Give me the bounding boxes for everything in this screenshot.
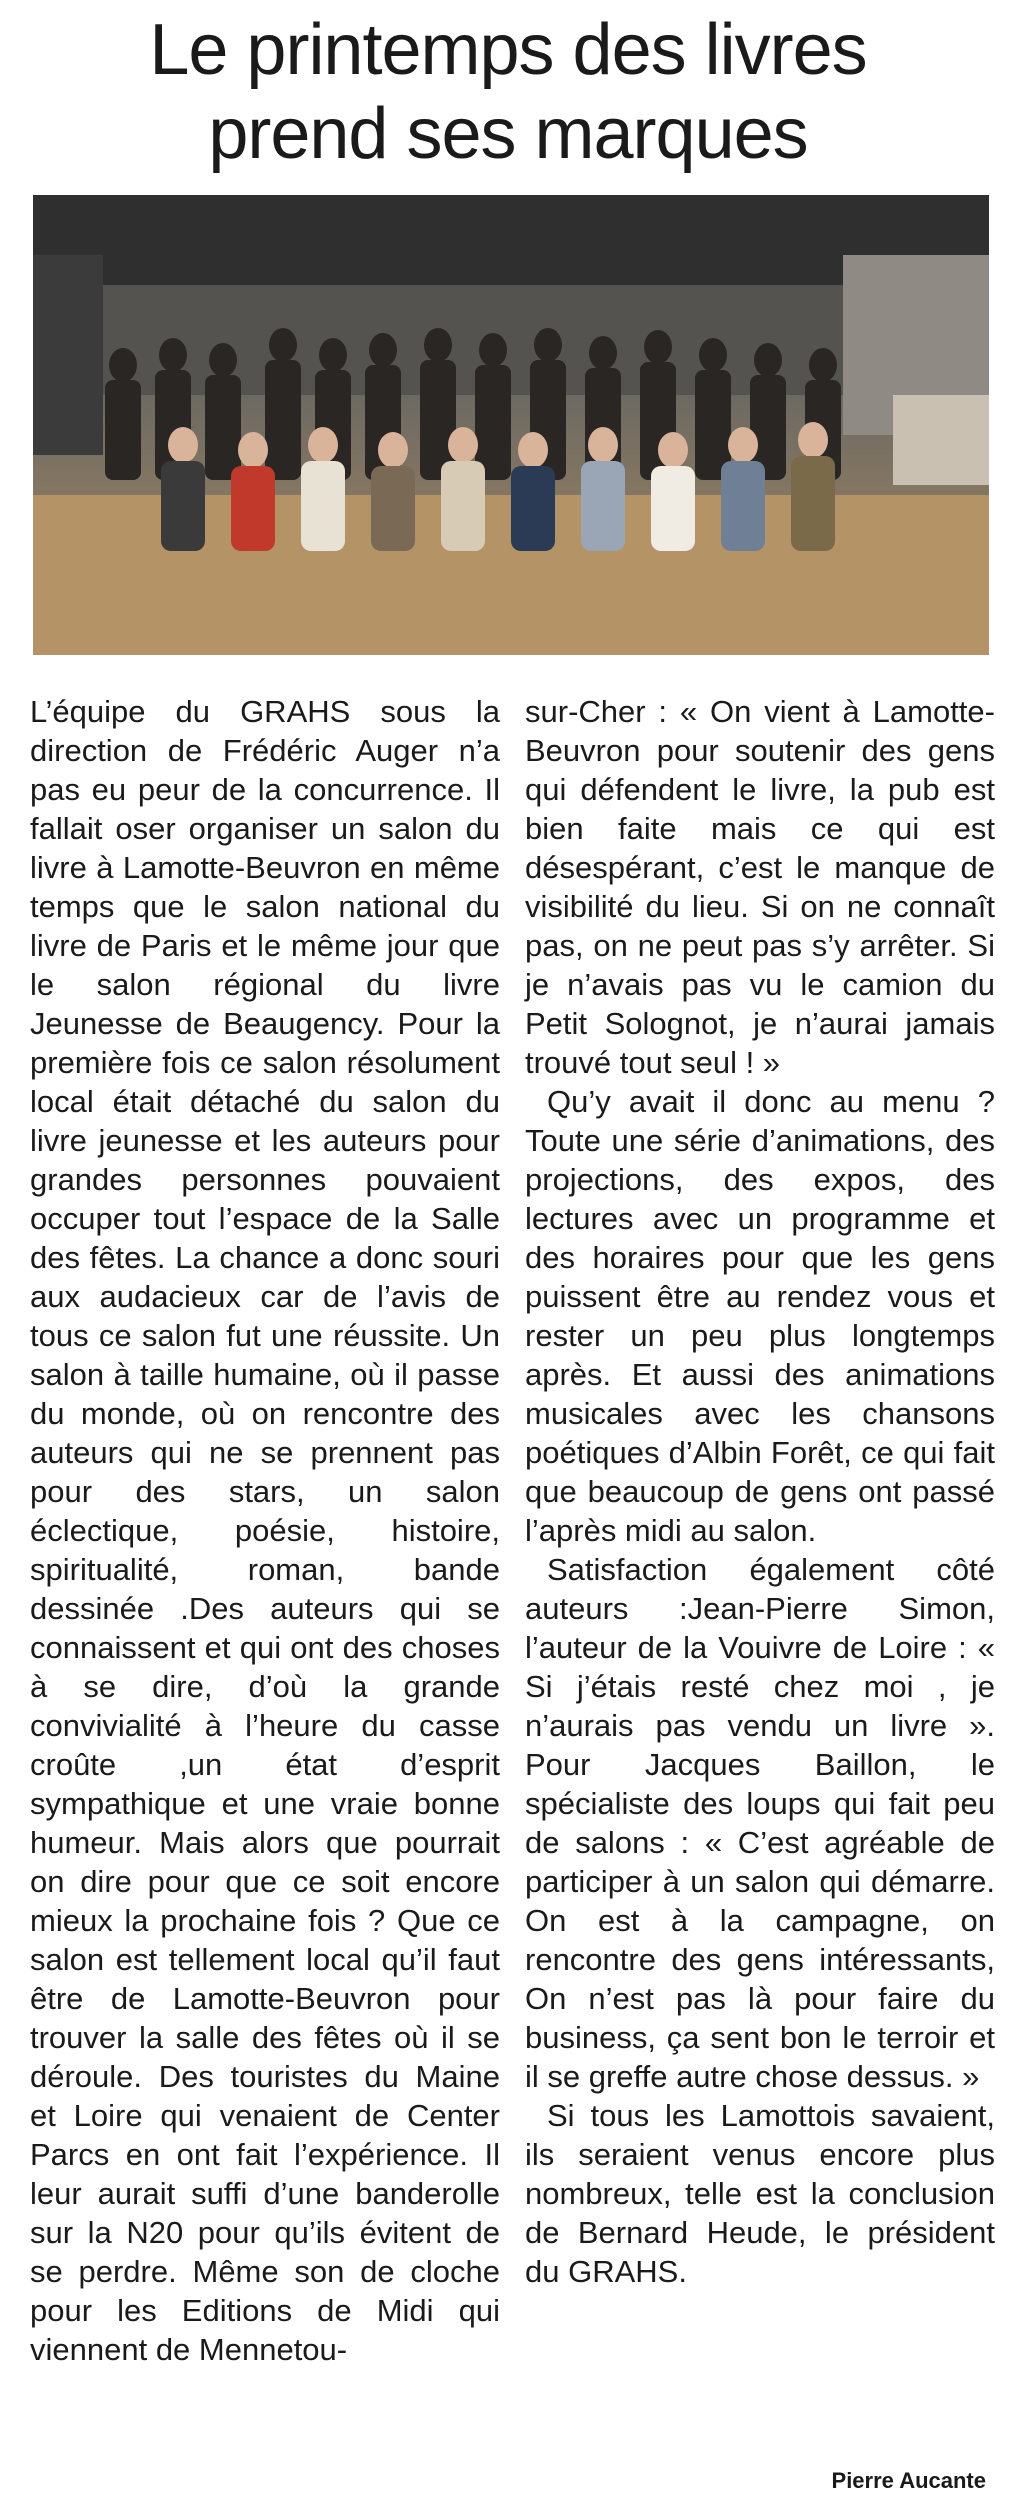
headline-line-1: Le printemps des livres xyxy=(149,10,867,90)
group-photo xyxy=(33,195,989,655)
article-paragraph: Qu’y avait il donc au menu ? Toute une série d’animations, des projections, des expos, des lectures avec un programme et des horaires pour que les gens puissent être au rendez vous et rester un peu plus longtemps après. Et aussi des animations musicales avec les chansons poétiques d’Albin Forêt, ce qui fait que beaucoup de gens ont passé l’après midi au salon. xyxy=(525,1084,995,1548)
article-paragraph: L’équipe du GRAHS sous la direction de Frédéric Auger n’a pas eu peur de la concurrence. Il fallait oser organiser un salon du livre à Lamotte-Beuvron en même temps que le salon national du livre de Paris et le même jour que le salon régional du livre Jeunesse de Beaugency. Pour la première fois ce salon résolument local était détaché du salon du livre jeunesse et les auteurs pour grandes personnes pouvaient occuper tout l’espace de la Salle des fêtes. La chance a donc souri aux audacieux car de l’avis de tous ce salon fut une réussite. Un salon à taille humaine, où il passe du monde, où on rencontre des auteurs qui ne se prennent pas pour des stars, un salon éclectique, poésie, histoire, spiritualité, roman, bande dessinée .Des auteurs qui se connaissent et qui ont des choses à se dire, d’où la grande convivialité à l’heure du casse croûte ,un état d’esprit sympathique et une vraie bonne humeur. Mais alors que pourrait on dire pour que ce soit encore mieux la prochaine fois ? Que ce salon est tellement local qu’il faut être de Lamotte-Beuvron pour trouver la salle des fêtes où il se déroule. Des touristes du Maine et Loire qui venaient de Center Parcs en ont fait l’expérience. Il leur aurait suffi d’une banderolle sur la N20 pour qu’ils évitent de se perdre. Même son de cloche pour les Editions de Midi qui viennent de Mennetou- xyxy=(30,694,500,2367)
author-byline: Pierre Aucante xyxy=(831,2468,986,2493)
headline-line-2: prend ses marques xyxy=(208,94,808,174)
article-column-left xyxy=(30,692,500,2369)
article-paragraph: sur-Cher : « On vient à Lamotte-Beuvron pour soutenir des gens qui défendent le livre, la pub est bien faite mais ce qui est désespérant, c’est le manque de visibilité du lieu. Si on ne connaît pas, on ne peut pas s’y arrêter. Si je n’avais pas vu le camion du Petit Solognot, je n’aurai jamais trouvé tout seul ! » xyxy=(525,694,995,1080)
article-paragraph: Si tous les Lamottois savaient, ils seraient venus encore plus nombreux, telle est la conclusion de Bernard Heude, le président du GRAHS. xyxy=(525,2098,995,2289)
article-headline xyxy=(30,8,986,176)
group-photo-illustration xyxy=(33,195,989,655)
article-paragraph: Satisfaction également côté auteurs :Jean-Pierre Simon, l’auteur de la Vouivre de Loire : « Si j’étais resté chez moi , je n’aurais pas vendu un livre ». Pour Jacques Baillon, le spécialiste des loups qui fait peu de salons : « C’est agréable de participer à un salon qui démarre. On est à la campagne, on rencontre des gens intéressants, On n’est pas là pour faire du business, ça sent bon le terroir et il se greffe autre chose dessus. » xyxy=(525,1552,995,2094)
article-column-right xyxy=(525,692,995,2291)
